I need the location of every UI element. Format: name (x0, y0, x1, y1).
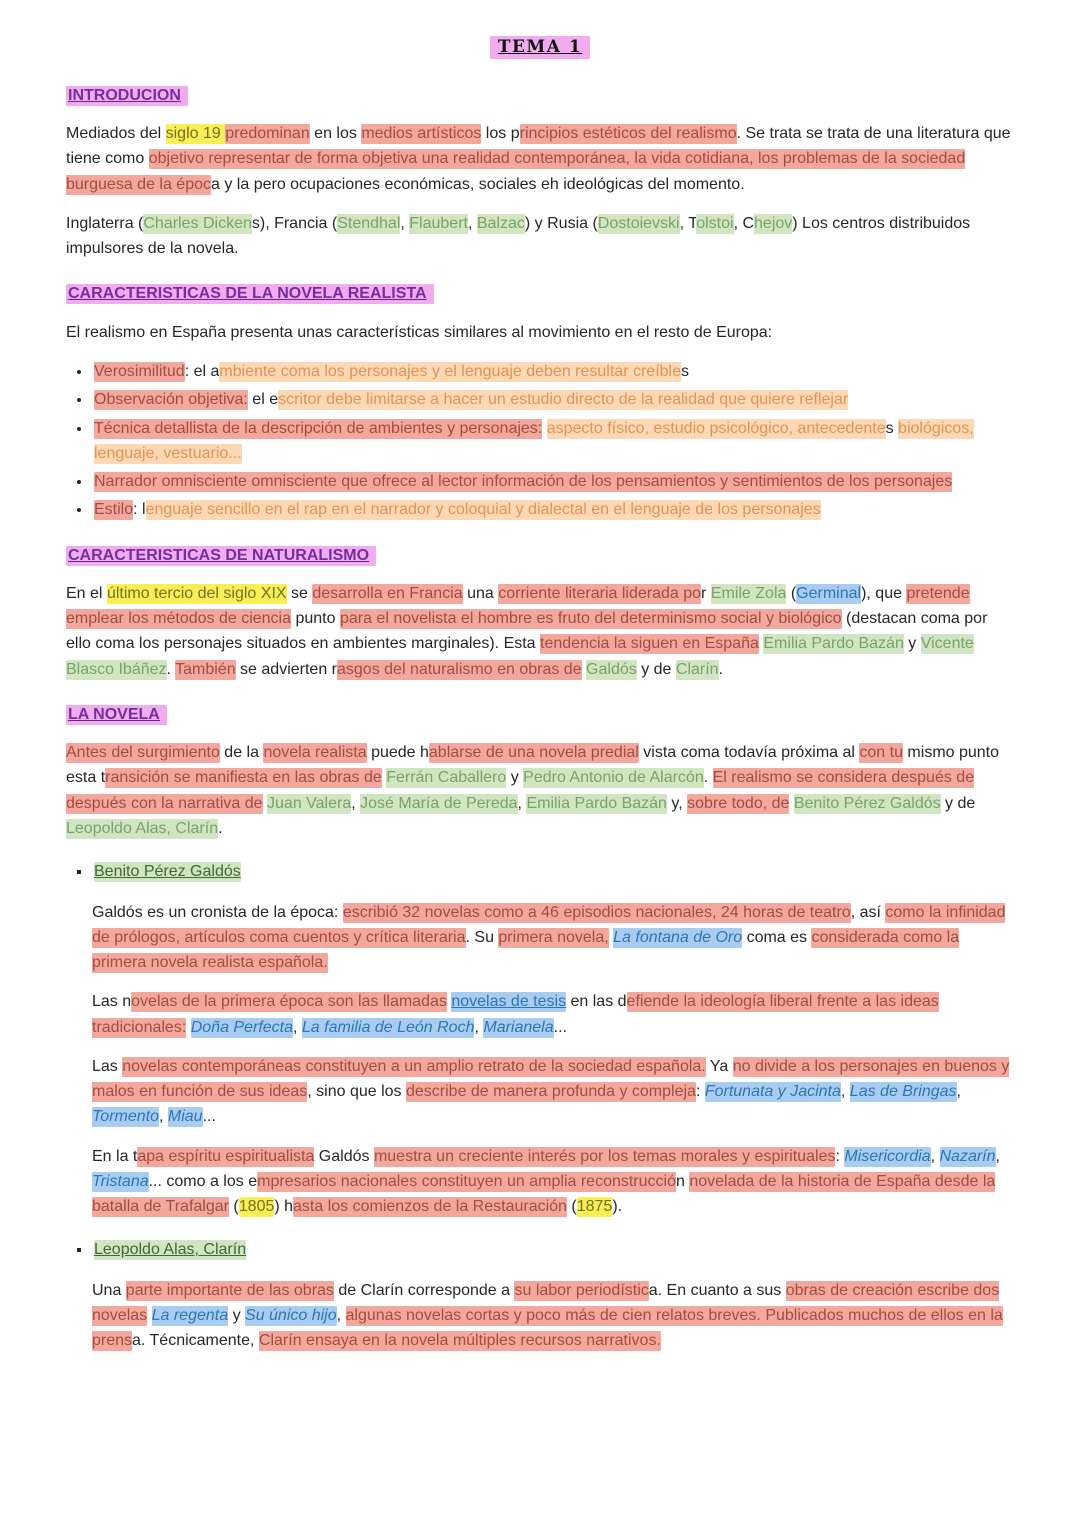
text-run: y, (666, 794, 688, 812)
text-run: La regenta (151, 1306, 229, 1324)
text-run: el e (247, 391, 279, 409)
text-run: coma es (742, 928, 812, 946)
text-run: biológicos, lenguaje, vestuario... (94, 419, 974, 462)
text-run: Germinal (796, 584, 862, 602)
text-run: ... como a los e (148, 1172, 258, 1190)
text-run: y de (636, 660, 676, 678)
text-run (147, 1307, 151, 1324)
text-run: s), Francia ( (251, 214, 338, 232)
text-run: asta los comienzos de la Restauración (293, 1198, 567, 1216)
text-run: novelas contemporáneas constituyen a un amplio retrato de la sociedad española. (122, 1057, 706, 1075)
text-run: Dostoievski (597, 214, 680, 232)
document-body (66, 83, 1014, 1354)
text-run: , (995, 1147, 1000, 1165)
text-run: 1805 (238, 1198, 275, 1216)
text-run: ... (553, 1018, 567, 1036)
paragraph (66, 581, 1014, 682)
paragraph (66, 121, 1014, 197)
text-run: algunas novelas cortas y poco más de cien relatos breves. Publicados muchos de ellos en la prens (92, 1306, 1003, 1350)
text-run: CARACTERISTICAS DE NATURALISMO (66, 546, 376, 566)
text-run: ablarse de una novela predial (428, 744, 639, 762)
text-run: , (336, 1306, 346, 1324)
bullet-item (92, 359, 1014, 384)
section-heading (66, 543, 1014, 568)
paragraph (92, 989, 1014, 1040)
author-subheading (92, 1237, 1014, 1262)
text-run: Vicente Blasco Ibáñez (66, 635, 974, 678)
text-run: en las d (566, 993, 627, 1011)
text-run: describe de manera profunda y compleja (405, 1083, 696, 1101)
text-run: de la (219, 744, 264, 762)
text-run: ). (612, 1198, 623, 1216)
text-run: Clarín (675, 660, 719, 678)
text-run: Leopoldo Alas, Clarín (66, 819, 219, 837)
text-run: En el (66, 584, 107, 602)
text-run: ), que (861, 584, 907, 602)
text-run: una (462, 584, 499, 602)
text-run: Su único hijo (245, 1306, 337, 1324)
text-run: asgos del naturalismo en obras de (337, 660, 582, 678)
text-run: olstoi (696, 214, 734, 232)
text-run: apa espíritu espiritualista (137, 1147, 315, 1165)
text-run: Balzac (476, 214, 525, 232)
text-run: y de (940, 794, 976, 812)
text-run: objetivo representar de forma objetiva una realidad contemporánea, la vida cotidiana, los problemas de la sociedad burguesa de la époc (66, 150, 966, 193)
text-run: primera novela, (498, 928, 609, 946)
text-run: novelada de la historia de España desde la batalla de Trafalgar (92, 1172, 996, 1216)
text-run: Leopoldo Alas, Clarín (94, 1241, 247, 1259)
text-run: se (286, 584, 313, 602)
text-run: con tu (859, 744, 903, 762)
text-run: Juan Valera (267, 794, 352, 812)
text-run: Galdós es un cronista de la época: (92, 903, 343, 921)
text-run: s (681, 362, 689, 380)
text-run: y (903, 635, 921, 653)
text-run: su labor periodístic (514, 1281, 649, 1299)
text-run: Tormento (92, 1108, 159, 1126)
text-run: s (885, 419, 899, 437)
text-run: La fontana de Oro (613, 928, 743, 946)
text-run: se advierten r (235, 660, 337, 678)
text-run: siglo 19 (165, 125, 226, 143)
text-run: enguaje sencillo en el rap en el narrador y coloquial y dialectal en el lenguaje de los personajes (145, 501, 821, 519)
text-run: Benito Pérez Galdós (94, 863, 241, 881)
text-run: , (293, 1018, 302, 1036)
text-run: (destacan coma por ello coma los personajes situados en ambientes marginales). Esta (66, 610, 988, 653)
paragraph (92, 1278, 1014, 1354)
text-run: último tercio del siglo XIX (106, 584, 287, 602)
text-run: Flaubert (409, 214, 468, 232)
section-heading (66, 702, 1014, 727)
text-run: ) Los centros distribuidos impulsores de la novela. (66, 214, 971, 258)
text-run: Tristana (92, 1172, 149, 1190)
text-run: , T (679, 214, 697, 232)
text-run: , (517, 794, 527, 812)
text-run: rincipios estéticos del realismo (519, 125, 737, 143)
text-run: y (228, 1306, 246, 1324)
text-run: los p (481, 125, 520, 143)
text-run: Las n (92, 993, 132, 1011)
text-run: Fortunata y Jacinta (704, 1083, 841, 1101)
text-run: efiende la ideología liberal frente a las ideas tradicionales: (92, 993, 939, 1036)
text-run: punto (291, 610, 340, 628)
text-run: a. Técnicamente, (132, 1332, 259, 1350)
text-run: Estilo (94, 501, 134, 519)
text-run: vista coma todavía próxima al (638, 744, 860, 762)
text-run: a y la pero ocupaciones económicas, sociales eh ideológicas del momento. (211, 175, 745, 193)
text-run: , (474, 1018, 484, 1036)
text-run: Misericordia (844, 1147, 931, 1165)
text-run: , (400, 214, 410, 232)
text-run: LA NOVELA (66, 705, 167, 725)
author-subheading (92, 859, 1014, 884)
text-run: mpresarios nacionales constituyen un amplia reconstrucció (257, 1172, 676, 1190)
text-run: como la infinidad de prólogos, artículos coma cuentos y crítica literaria (92, 903, 1006, 946)
paragraph (66, 211, 1014, 262)
text-run: Galdós (314, 1147, 374, 1165)
text-run: Nazarín (939, 1147, 996, 1165)
text-run: a. En cuanto a sus (648, 1281, 786, 1299)
text-run: José María de Pereda (360, 794, 518, 812)
text-run: : l (133, 501, 146, 519)
paragraph (66, 740, 1014, 841)
text-run: Antes del surgimiento (66, 744, 220, 762)
text-run: . (166, 660, 176, 678)
section-heading (66, 83, 1014, 108)
text-run: parte importante de las obras (125, 1281, 334, 1299)
paragraph (92, 1144, 1014, 1220)
text-run: Galdós (586, 660, 637, 678)
text-run: . (703, 769, 713, 787)
text-run: , C (733, 214, 755, 232)
text-run: 1875 (576, 1198, 613, 1216)
text-run: , (467, 214, 477, 232)
text-run: ovelas de la primera época son las llamadas (131, 993, 447, 1011)
text-run: predominan (225, 125, 310, 143)
paragraph (92, 1054, 1014, 1130)
text-run: Observación objetiva: (94, 391, 248, 409)
text-run: novela realista (263, 744, 367, 762)
text-run: ransición se manifiesta en las obras de (105, 769, 382, 787)
text-run: mbiente coma los personajes y el lenguaje deben resultar creíble (219, 362, 681, 380)
text-run: , (930, 1147, 940, 1165)
text-run: n (675, 1172, 690, 1190)
text-run: , así (850, 903, 886, 921)
text-run: Benito Pérez Galdós (793, 794, 941, 812)
text-run: Emilia Pardo Bazán (763, 635, 904, 653)
text-run: Emilia Pardo Bazán (526, 794, 667, 812)
text-run: Las de Bringas (849, 1083, 957, 1101)
text-run: r (701, 584, 711, 602)
text-run: CARACTERISTICAS DE LA NOVELA REALISTA (66, 284, 434, 304)
text-run: medios artísticos (361, 125, 482, 143)
text-run: novelas de tesis (451, 993, 567, 1011)
text-run: scritor debe limitarse a hacer un estudio directo de la realidad que quiere reflejar (278, 391, 849, 409)
text-run: ( (786, 584, 797, 602)
text-run: Stendhal (337, 214, 401, 232)
text-run: Inglaterra ( (66, 214, 144, 232)
text-run: Mediados del (66, 125, 166, 143)
text-run: obras de creación escribe dos novelas (92, 1281, 1000, 1324)
text-run: Ya (705, 1057, 733, 1075)
text-run: Verosimilitud (94, 362, 185, 380)
text-run: : el a (184, 362, 220, 380)
text-run: ( (566, 1198, 577, 1216)
paragraph (92, 900, 1014, 976)
text-run: y (506, 769, 524, 787)
text-run: pretende emplear los métodos de ciencia (66, 584, 970, 628)
text-run: Técnica detallista de la descripción de ambientes y personajes: (94, 419, 543, 437)
title-text: TEMA 1 (490, 36, 590, 59)
text-run: Las (92, 1057, 123, 1075)
text-run: aspecto físico, estudio psicológico, antecedente (546, 419, 886, 437)
text-run: puede h (366, 744, 429, 762)
text-run: Miau (167, 1108, 203, 1126)
text-run: ... (202, 1108, 216, 1126)
text-run: , (159, 1108, 168, 1126)
text-run: Clarín ensaya en la novela múltiples recursos narrativos. (258, 1332, 661, 1350)
text-run: La familia de León Roch (301, 1018, 475, 1036)
text-run: INTRODUCION (66, 86, 188, 106)
text-run: ) h (274, 1198, 294, 1216)
text-run: : (835, 1147, 845, 1165)
bullet-item (92, 497, 1014, 522)
text-run: Emile Zola (710, 584, 787, 602)
section-heading (66, 281, 1014, 306)
text-run: : (695, 1083, 705, 1101)
text-run: sobre todo, de (687, 794, 790, 812)
text-run: tendencia la siguen en España (540, 635, 759, 653)
text-run: muestra un creciente interés por los temas morales y espirituales (373, 1147, 836, 1165)
text-run: En la t (92, 1147, 138, 1165)
document-title (66, 34, 1014, 61)
text-run: El realismo se considera después de después con la narrativa de (66, 769, 975, 812)
text-run: ) y Rusia ( (524, 214, 598, 232)
text-run: Ferrán Caballero (386, 769, 507, 787)
text-run: no divide a los personajes en buenos y malos en función de sus ideas (92, 1057, 1010, 1101)
text-run: . Se trata se trata de una literatura que tiene como (66, 125, 1011, 168)
text-run: en los (309, 125, 362, 143)
text-run: desarrolla en Francia (312, 584, 463, 602)
text-run: Narrador omnisciente omnisciente que ofrece al lector información de los pensamientos y sentimientos de los personajes (94, 473, 953, 491)
text-run: Una (92, 1281, 126, 1299)
text-run: corriente literaria liderada po (498, 584, 702, 602)
text-run: escribió 32 novelas como a 46 episodios nacionales, 24 horas de teatro (342, 903, 851, 921)
text-run: de Clarín corresponde a (333, 1281, 515, 1299)
bullet-item (92, 387, 1014, 412)
text-run: considerada como la primera novela realista española. (92, 928, 960, 972)
text-run: . (218, 819, 223, 837)
text-run: , (840, 1083, 850, 1101)
text-run: , (956, 1083, 961, 1101)
text-run: También (175, 660, 236, 678)
bullet-item (92, 416, 1014, 467)
bullet-item (92, 469, 1014, 494)
paragraph (66, 320, 1014, 345)
text-run: , sino que los (307, 1083, 406, 1101)
text-run: Doña Perfecta (190, 1018, 294, 1036)
text-run: ( (228, 1198, 239, 1216)
text-run: hejov (754, 214, 793, 232)
text-run: Marianela (483, 1018, 554, 1036)
text-run: Charles Dicken (143, 214, 252, 232)
text-run: El realismo en España presenta unas características similares al movimiento en el resto de Europa: (66, 323, 773, 341)
text-run: . (718, 660, 724, 678)
text-run: , (351, 794, 361, 812)
text-run: para el novelista el hombre es fruto del determinismo social y biológico (339, 610, 842, 628)
text-run: Pedro Antonio de Alarcón (523, 769, 704, 787)
text-run: . Su (465, 928, 499, 946)
text-run: mismo punto esta t (66, 744, 1000, 787)
